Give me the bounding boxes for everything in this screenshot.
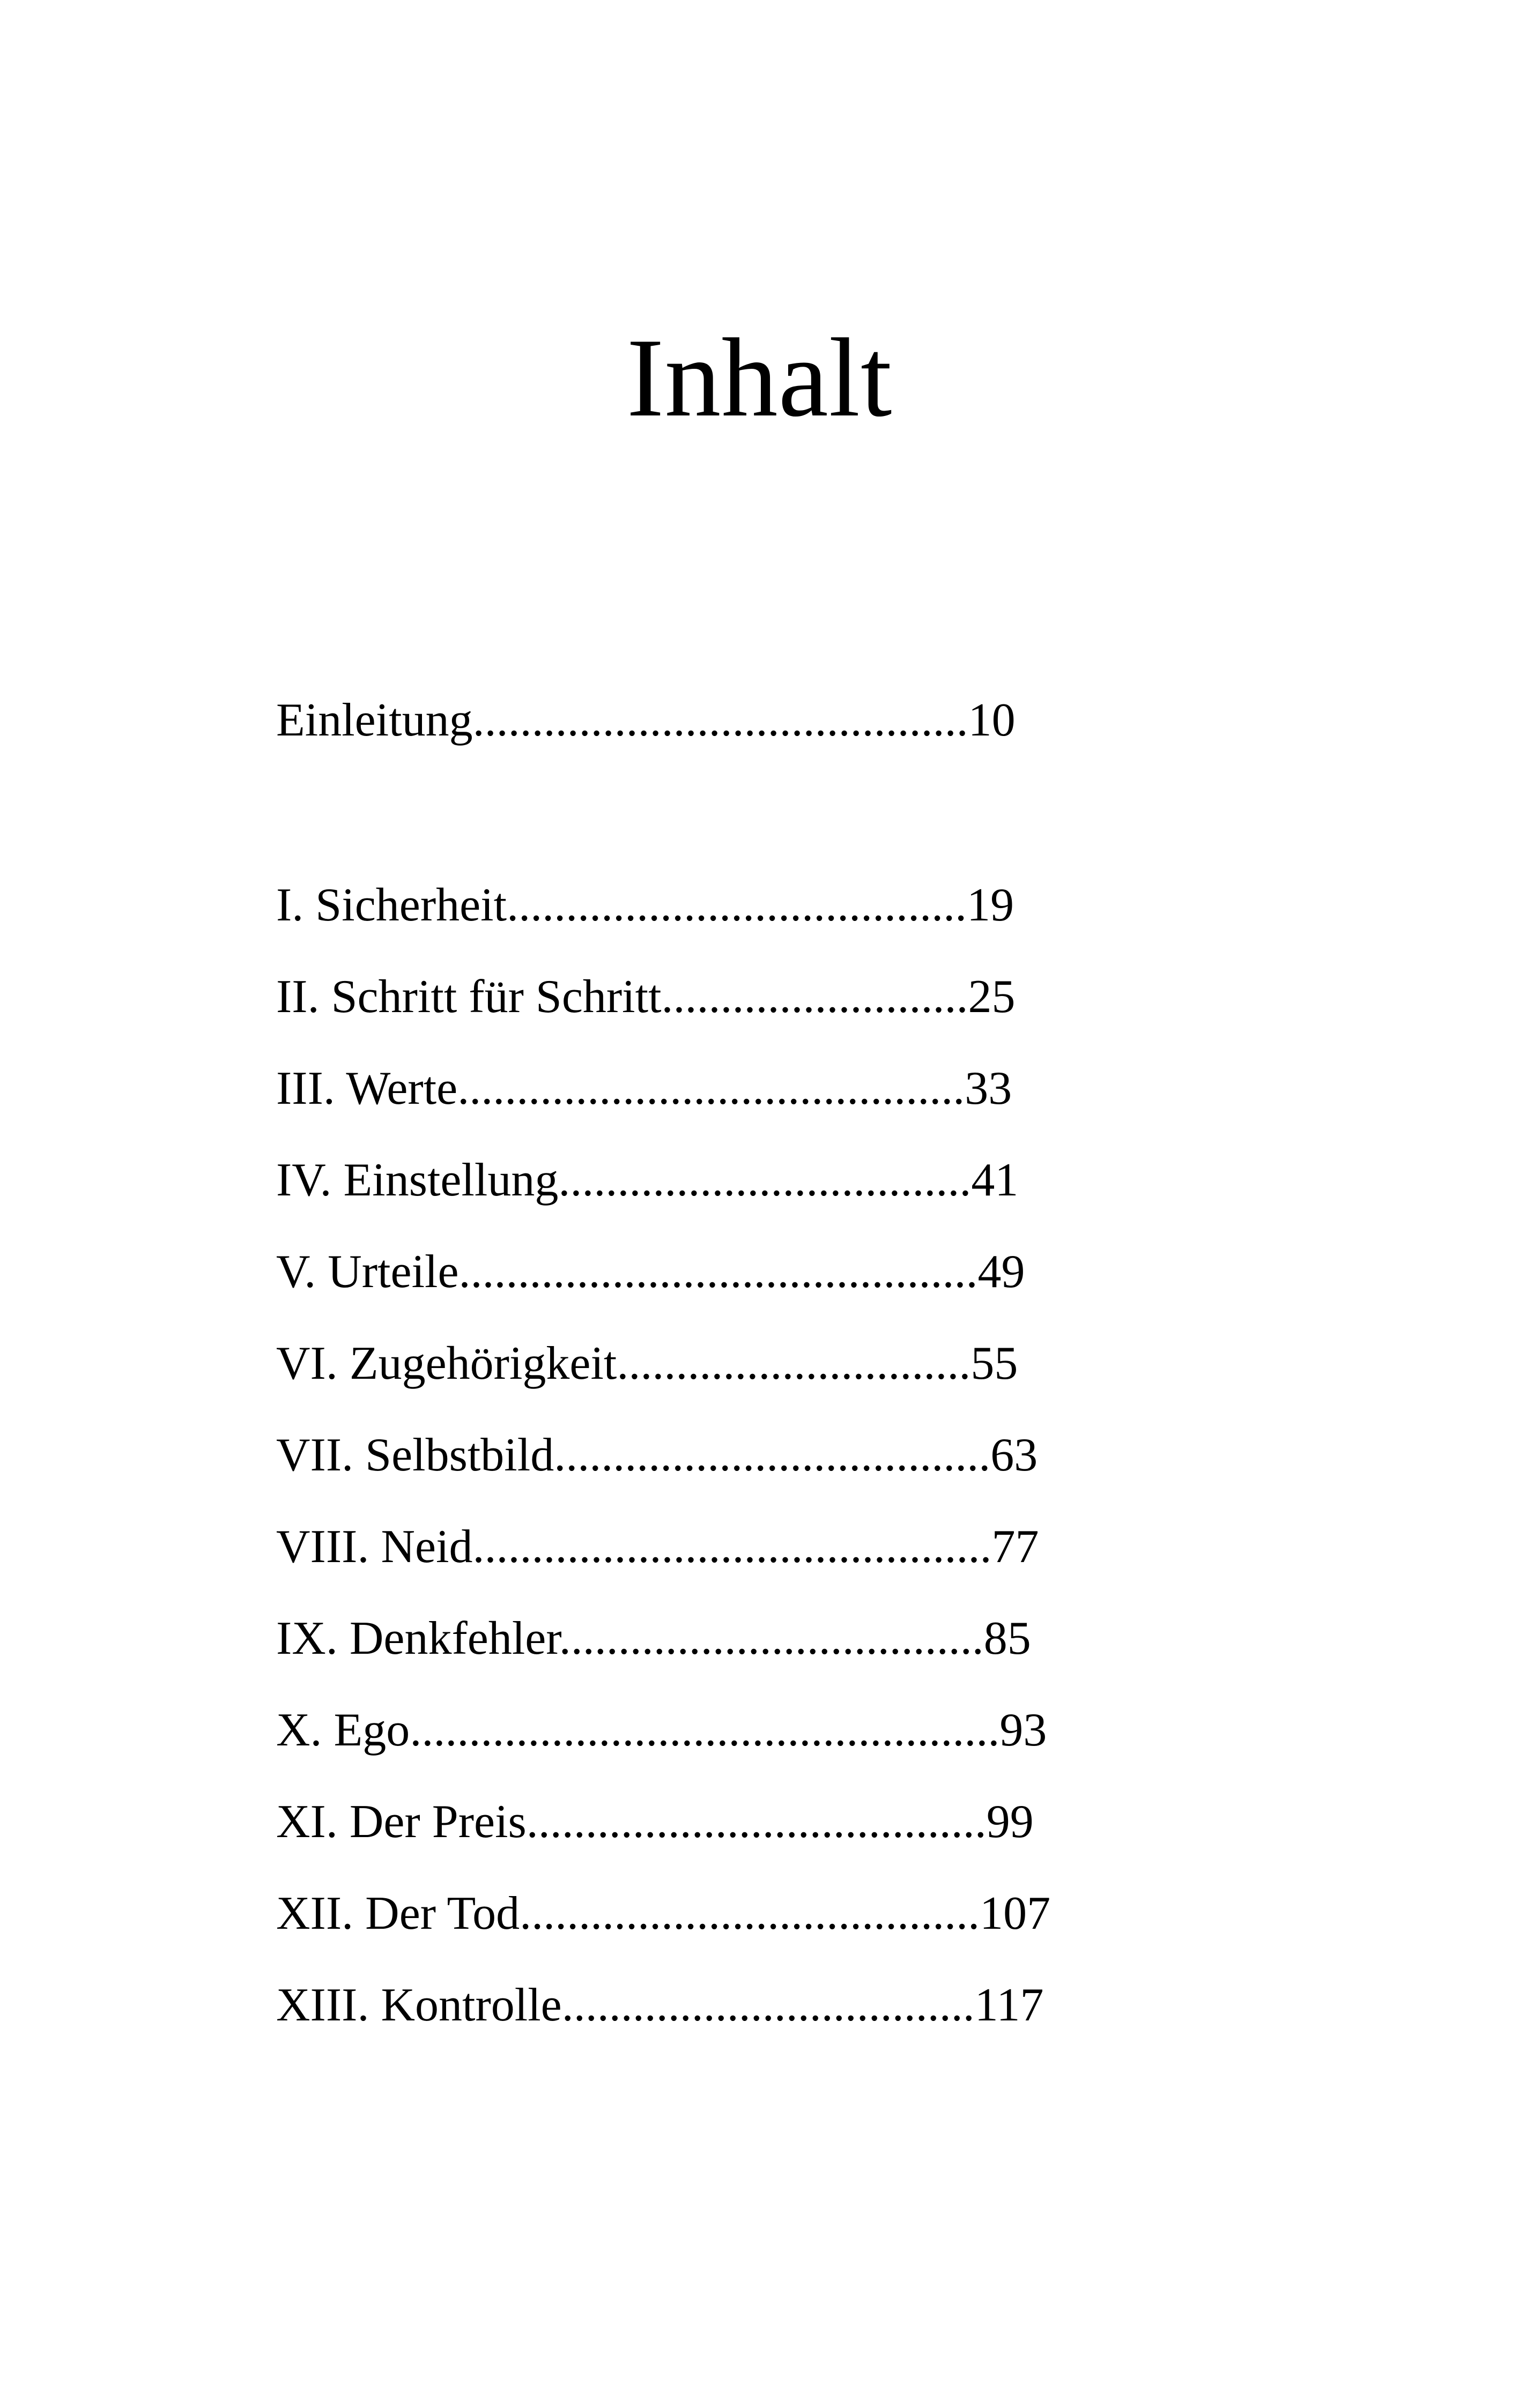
toc-entry-chapter — [276, 1887, 1051, 1939]
toc-page-number: 63 — [990, 1429, 1038, 1481]
toc-entry-chapter — [276, 973, 1016, 1021]
toc-entry-chapter — [276, 1337, 1018, 1389]
toc-entry-intro — [276, 694, 1016, 746]
toc-leader-dots: ................................... — [558, 1154, 972, 1206]
toc-entry-label: VII. Selbstbild — [276, 1429, 554, 1481]
toc-entry-chapter — [276, 1704, 1047, 1756]
toc-entry-label: Einleitung — [276, 694, 473, 746]
toc-page-number: 85 — [983, 1612, 1031, 1664]
toc-entry-label: I. Sicherheit — [276, 879, 507, 931]
toc-page-number: 99 — [986, 1796, 1034, 1848]
toc-leader-dots: .......................................... — [472, 694, 968, 746]
toc-leader-dots: ....................................... — [507, 879, 967, 931]
toc-page-number: 77 — [991, 1521, 1039, 1573]
page-title: Inhalt — [626, 316, 893, 440]
toc-page-number: 25 — [968, 971, 1016, 1023]
toc-entry-chapter — [276, 1523, 1039, 1571]
toc-page-number: 93 — [999, 1704, 1047, 1756]
toc-page-number: 33 — [965, 1062, 1012, 1114]
toc-page-number: 55 — [970, 1337, 1018, 1389]
toc-entry-label: V. Urteile — [276, 1246, 459, 1298]
toc-entry-label: IV. Einstellung — [276, 1154, 559, 1206]
toc-page-number: 41 — [971, 1154, 1019, 1206]
toc-entry-chapter — [276, 1248, 1025, 1296]
toc-entry-label: IX. Denkfehler — [276, 1612, 559, 1664]
toc-page-number: 107 — [980, 1887, 1051, 1939]
toc-leader-dots: .............................. — [617, 1337, 971, 1389]
toc-entry-chapter — [276, 879, 1014, 931]
toc-entry-label: XII. Der Tod — [276, 1887, 520, 1939]
toc-leader-dots: ............................................ — [472, 1521, 992, 1573]
toc-entry-chapter — [276, 1062, 1012, 1114]
toc-leader-dots: ....................................... — [520, 1887, 980, 1939]
toc-page-number: 49 — [977, 1246, 1025, 1298]
toc-leader-dots: ..................................... — [554, 1429, 991, 1481]
toc-entry-label: II. Schritt für Schritt — [276, 971, 662, 1023]
toc-entry-label: XIII. Kontrolle — [276, 1979, 562, 2031]
toc-entry-label: III. Werte — [276, 1062, 458, 1114]
toc-page-number: 19 — [967, 879, 1014, 931]
toc-entry-chapter — [276, 1612, 1031, 1664]
toc-entry-chapter — [276, 1429, 1038, 1481]
toc-entry-chapter — [276, 1154, 1019, 1206]
toc-entry-label: VIII. Neid — [276, 1521, 473, 1573]
toc-leader-dots: ............................................ — [458, 1246, 978, 1298]
toc-entry-label: X. Ego — [276, 1704, 410, 1756]
toc-entry-chapter — [276, 1979, 1044, 2031]
toc-page-number: 117 — [974, 1979, 1044, 2031]
toc-leader-dots: .................................................. — [410, 1704, 1000, 1756]
toc-leader-dots: ....................................... — [526, 1796, 987, 1848]
toc-page-number: 10 — [968, 694, 1016, 746]
toc-entry-chapter — [276, 1798, 1034, 1846]
toc-leader-dots: ........................................... — [457, 1062, 965, 1114]
toc-leader-dots: .................................... — [559, 1612, 984, 1664]
toc-entry-label: XI. Der Preis — [276, 1796, 527, 1848]
toc-leader-dots: .......................... — [661, 971, 968, 1023]
toc-leader-dots: ................................... — [561, 1979, 975, 2031]
toc-entry-label: VI. Zugehörigkeit — [276, 1337, 617, 1389]
